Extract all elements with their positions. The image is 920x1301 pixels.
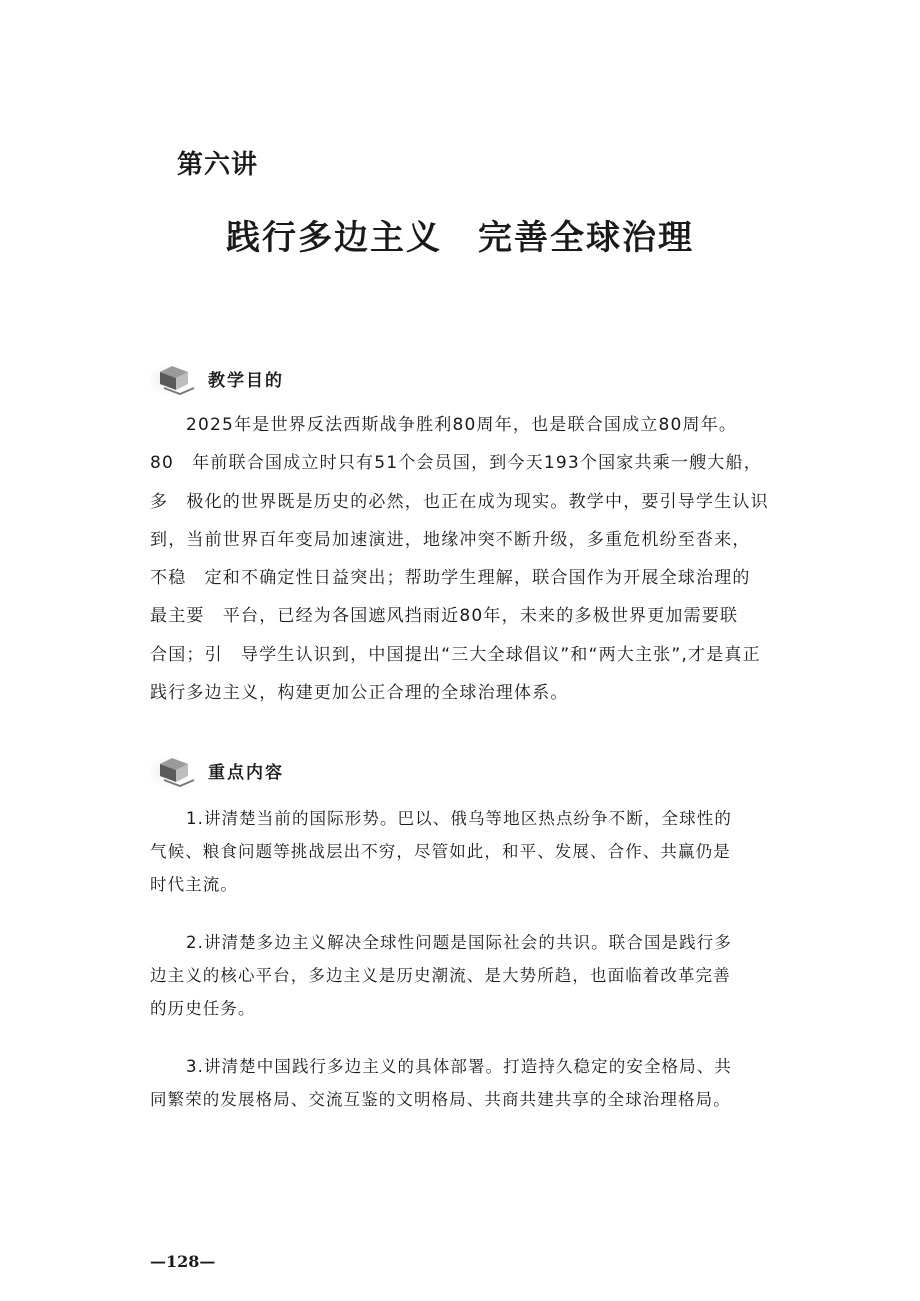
paragraph-line: 合国；引 导学生认识到，中国提出“三大全球倡议”和“两大主张”,才是真正 — [150, 644, 761, 665]
paragraph-line: 践行多边主义，构建更加公正合理的全球治理体系。 — [150, 683, 569, 704]
page-title — [0, 210, 920, 259]
item-line: 时代主流。 — [150, 875, 238, 894]
section-heading-label: 教学目的 — [208, 370, 284, 391]
book-icon — [150, 750, 200, 790]
paragraph-line: 多 极化的世界既是历史的必然，也正在成为现实。教学中，要引导学生认识 — [150, 491, 769, 512]
section-heading-key-points — [150, 750, 284, 790]
book-icon — [150, 358, 200, 398]
paragraph-line: 80 年前联合国成立时只有51个会员国，到今天193个国家共乘一艘大船， — [150, 453, 762, 474]
lecture-number: 第六讲 — [177, 150, 259, 180]
key-point-item — [150, 802, 780, 901]
section-heading-objectives — [150, 358, 284, 398]
item-line: 边主义的核心平台，多边主义是历史潮流、是大势所趋，也面临着改革完善 — [150, 966, 731, 985]
section-heading-label: 重点内容 — [208, 762, 284, 783]
item-line: 1.讲清楚当前的国际形势。巴以、俄乌等地区热点纷争不断，全球性的 — [186, 809, 732, 828]
item-line: 的历史任务。 — [150, 999, 256, 1018]
objectives-paragraph — [150, 406, 780, 712]
key-point-item — [150, 926, 780, 1025]
paragraph-line: 最主要 平台，已经为各国遮风挡雨近80年，未来的多极世界更加需要联 — [150, 606, 739, 627]
title-part-2: 完善全球治理 — [478, 218, 694, 258]
key-point-item — [150, 1050, 780, 1116]
title-part-1: 践行多边主义 — [226, 218, 442, 258]
item-line: 同繁荣的发展格局、交流互鉴的文明格局、共商共建共享的全球治理格局。 — [150, 1090, 731, 1109]
item-line: 气候、粮食问题等挑战层出不穷，尽管如此，和平、发展、合作、共赢仍是 — [150, 842, 731, 861]
item-line: 3.讲清楚中国践行多边主义的具体部署。打造持久稳定的安全格局、共 — [186, 1057, 732, 1076]
paragraph-line: 2025年是世界反法西斯战争胜利80周年，也是联合国成立80周年。 — [186, 415, 738, 435]
page-number: —128— — [150, 1252, 216, 1271]
paragraph-line: 到，当前世界百年变局加速演进，地缘冲突不断升级，多重危机纷至沓来， — [150, 529, 751, 550]
paragraph-line: 不稳 定和不确定性日益突出；帮助学生理解，联合国作为开展全球治理的 — [150, 568, 751, 589]
item-line: 2.讲清楚多边主义解决全球性问题是国际社会的共识。联合国是践行多 — [186, 933, 732, 952]
